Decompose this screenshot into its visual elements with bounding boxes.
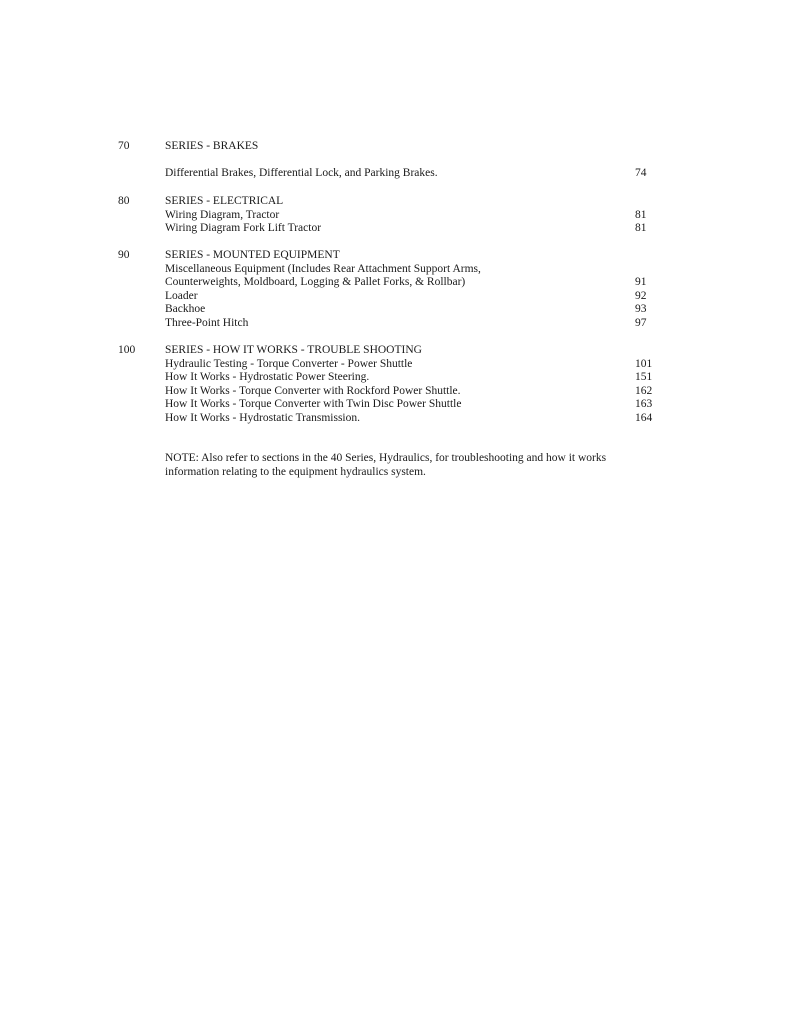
entry-text: Three-Point Hitch bbox=[165, 316, 249, 329]
entry-page-number: 164 bbox=[635, 411, 653, 424]
entry-page-number: 162 bbox=[635, 384, 653, 397]
toc-entry bbox=[165, 358, 655, 372]
note-line: NOTE: Also refer to sections in the 40 Series, Hydraulics, for troubleshooting and how it works bbox=[165, 452, 607, 464]
toc-entry bbox=[165, 398, 655, 412]
entry-page-number: 97 bbox=[635, 316, 647, 329]
toc-entry bbox=[165, 290, 655, 304]
toc-entry bbox=[165, 263, 655, 277]
entry-text: Wiring Diagram, Tractor bbox=[165, 208, 280, 221]
entry-text: Differential Brakes, Differential Lock, and Parking Brakes. bbox=[165, 167, 438, 179]
section-number: 100 bbox=[118, 344, 136, 356]
section-number: 70 bbox=[118, 140, 130, 152]
section-entries bbox=[165, 263, 655, 331]
entry-text: How It Works - Torque Converter with Rockford Power Shuttle. bbox=[165, 384, 461, 397]
toc-entry bbox=[165, 222, 655, 236]
entry-text: How It Works - Torque Converter with Twin Disc Power Shuttle bbox=[165, 398, 462, 410]
entry-text: How It Works - Hydrostatic Power Steering. bbox=[165, 371, 370, 383]
entry-page-number: 151 bbox=[635, 371, 653, 383]
section-title: SERIES - HOW IT WORKS - TROUBLE SHOOTING bbox=[165, 344, 422, 356]
entry-text: Miscellaneous Equipment (Includes Rear Attachment Support Arms, bbox=[165, 262, 481, 275]
entry-page-number: 93 bbox=[635, 303, 647, 315]
toc-entry bbox=[165, 167, 655, 181]
section-title: SERIES - BRAKES bbox=[165, 140, 259, 152]
note-paragraph bbox=[165, 452, 645, 479]
toc-entry bbox=[165, 371, 655, 385]
section-title: SERIES - MOUNTED EQUIPMENT bbox=[165, 249, 340, 261]
note-line: information relating to the equipment hydraulics system. bbox=[165, 465, 426, 478]
entry-page-number: 81 bbox=[635, 208, 647, 221]
entry-text: Counterweights, Moldboard, Logging & Pallet Forks, & Rollbar) bbox=[165, 276, 466, 288]
section-number: 80 bbox=[118, 195, 130, 207]
entry-page-number: 101 bbox=[635, 357, 653, 370]
toc-entry bbox=[165, 276, 655, 290]
section-entries bbox=[165, 167, 655, 181]
entry-text: Wiring Diagram Fork Lift Tractor bbox=[165, 222, 322, 234]
section-entries bbox=[165, 358, 655, 426]
section-title: SERIES - ELECTRICAL bbox=[165, 195, 284, 207]
entry-text: Hydraulic Testing - Torque Converter - Power Shuttle bbox=[165, 357, 413, 370]
entry-page-number: 74 bbox=[635, 167, 647, 179]
entry-page-number: 81 bbox=[635, 222, 647, 234]
section-number: 90 bbox=[118, 249, 130, 261]
toc-entry bbox=[165, 412, 655, 426]
toc-entry bbox=[165, 317, 655, 331]
entry-page-number: 163 bbox=[635, 398, 653, 410]
entry-page-number: 92 bbox=[635, 289, 647, 302]
toc-entry bbox=[165, 385, 655, 399]
toc-entry bbox=[165, 209, 655, 223]
entry-text: Loader bbox=[165, 289, 198, 302]
entry-text: How It Works - Hydrostatic Transmission. bbox=[165, 411, 361, 424]
section-entries bbox=[165, 209, 655, 236]
entry-text: Backhoe bbox=[165, 303, 206, 315]
toc-entry bbox=[165, 303, 655, 317]
entry-page-number: 91 bbox=[635, 276, 647, 288]
